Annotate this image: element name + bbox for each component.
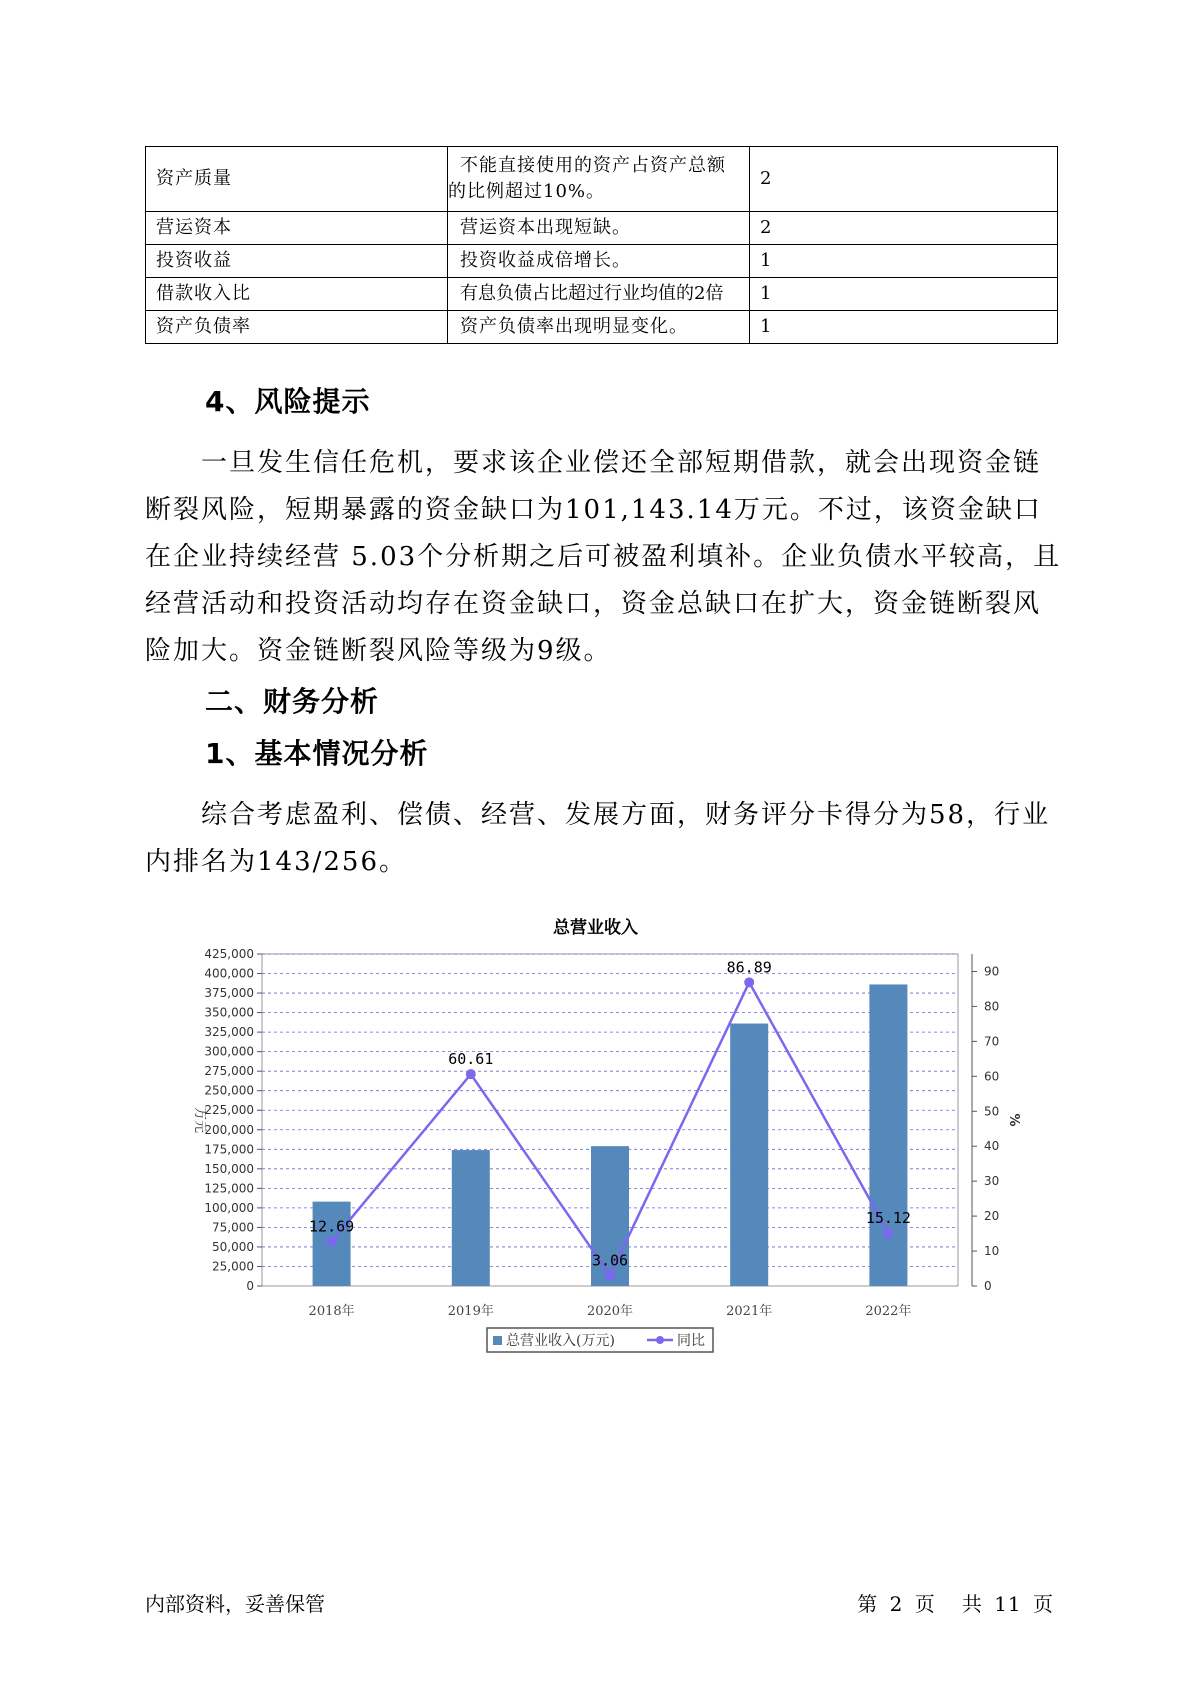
y-tick-label: 50,000 bbox=[212, 1239, 254, 1254]
y2-tick-label: 20 bbox=[984, 1209, 1000, 1224]
yoy-point bbox=[466, 1069, 476, 1079]
data-label: 86.89 bbox=[726, 958, 772, 977]
y-tick-label: 300,000 bbox=[204, 1044, 254, 1059]
y2-tick-label: 40 bbox=[984, 1139, 1000, 1154]
table-cell-item: 借款收入比 bbox=[146, 278, 448, 311]
y-tick-label: 225,000 bbox=[204, 1103, 254, 1118]
legend-line-marker bbox=[656, 1336, 664, 1344]
y-tick-label: 425,000 bbox=[204, 947, 254, 961]
page-unit: 页 bbox=[914, 1592, 936, 1616]
y-tick-label: 25,000 bbox=[212, 1259, 254, 1274]
desc-line: 不能直接使用的资产占资产总额 bbox=[460, 155, 726, 176]
data-label: 60.61 bbox=[448, 1050, 494, 1069]
table-row bbox=[146, 245, 1058, 278]
y2-tick-label: 80 bbox=[984, 999, 1000, 1014]
bar bbox=[452, 1150, 490, 1286]
total-prefix: 共 bbox=[961, 1592, 983, 1616]
x-tick-label: 2021年 bbox=[726, 1304, 773, 1319]
table-cell-desc bbox=[448, 311, 750, 344]
bar bbox=[869, 984, 907, 1286]
yoy-point bbox=[744, 977, 754, 987]
desc-line: 的比例超过10%。 bbox=[448, 181, 606, 202]
table-row bbox=[146, 278, 1058, 311]
finance-heading: 二、财务分析 bbox=[205, 685, 380, 718]
table-cell-desc bbox=[448, 212, 750, 245]
legend-bar-label: 总营业收入(万元) bbox=[506, 1333, 615, 1349]
table-cell-score: 1 bbox=[750, 311, 1058, 344]
table-cell-item: 资产负债率 bbox=[146, 311, 448, 344]
table-cell-desc bbox=[448, 245, 750, 278]
y-tick-label: 400,000 bbox=[204, 966, 254, 981]
y-tick-label: 200,000 bbox=[204, 1122, 254, 1137]
y2-tick-label: 10 bbox=[984, 1244, 1000, 1259]
bar bbox=[730, 1024, 768, 1286]
y2-tick-label: 60 bbox=[984, 1069, 1000, 1084]
legend-bar-swatch bbox=[493, 1336, 502, 1345]
desc-line: 营运资本出现短缺。 bbox=[460, 217, 631, 238]
risk-paragraph: 一旦发生信任危机，要求该企业偿还全部短期借款，就会出现资金链断裂风险，短期暴露的资金缺口为101,143.14万元。不过，该资金缺口在企业持续经营 5.03个分析期之后可被盈利填补。企业负债水平较高，且经营活动和投资活动均存在资金缺口，资金总缺口在扩大，资金链断裂风险加大。资金链断裂风险等级为9级。 bbox=[145, 448, 1062, 666]
yoy-point bbox=[883, 1228, 893, 1238]
y-tick-label: 175,000 bbox=[204, 1142, 254, 1157]
y-tick-label: 0 bbox=[246, 1279, 254, 1293]
y-tick-label: 100,000 bbox=[204, 1200, 254, 1215]
table-cell-score: 2 bbox=[750, 212, 1058, 245]
x-tick-label: 2020年 bbox=[586, 1304, 634, 1319]
basic-analysis-heading: 1、基本情况分析 bbox=[205, 737, 429, 770]
total-unit: 页 bbox=[1033, 1592, 1054, 1616]
y2-tick-label: 50 bbox=[984, 1104, 1000, 1119]
table-cell-desc bbox=[448, 147, 750, 212]
y-tick-label: 125,000 bbox=[204, 1181, 254, 1196]
finance-paragraph: 综合考虑盈利、偿债、经营、发展方面，财务评分卡得分为58，行业内排名为143/256。 bbox=[145, 800, 1051, 877]
x-tick-label: 2018年 bbox=[308, 1304, 355, 1319]
table-cell-desc bbox=[448, 278, 750, 311]
y2-tick-label: 30 bbox=[984, 1174, 1000, 1189]
table-row bbox=[146, 311, 1058, 344]
table-cell-item: 资产质量 bbox=[146, 147, 448, 212]
y-tick-label: 350,000 bbox=[204, 1005, 254, 1020]
footer-note: 内部资料，妥善保管 bbox=[145, 1592, 325, 1616]
y2-tick-label: 0 bbox=[984, 1279, 992, 1293]
desc-line: 投资收益成倍增长。 bbox=[460, 250, 631, 271]
desc-line: 资产负债率出现明显变化。 bbox=[460, 316, 688, 337]
desc-line: 有息负债占比超过行业均值的2倍 bbox=[460, 283, 724, 304]
y-tick-label: 75,000 bbox=[212, 1220, 254, 1235]
yoy-point bbox=[327, 1237, 337, 1247]
y2-tick-label: 90 bbox=[984, 964, 1000, 979]
table-cell-item: 投资收益 bbox=[146, 245, 448, 278]
table-row bbox=[146, 147, 1058, 212]
risk-heading: 4、风险提示 bbox=[205, 385, 371, 418]
x-tick-label: 2022年 bbox=[865, 1304, 912, 1319]
page-prefix: 第 bbox=[857, 1592, 879, 1616]
y-tick-label: 150,000 bbox=[204, 1161, 254, 1176]
y-tick-label: 375,000 bbox=[204, 986, 254, 1001]
table-cell-score: 2 bbox=[750, 147, 1058, 212]
y-tick-label: 250,000 bbox=[204, 1083, 254, 1098]
y2-axis-label: % bbox=[1006, 1113, 1021, 1127]
table-cell-score: 1 bbox=[750, 278, 1058, 311]
y2-tick-label: 70 bbox=[984, 1034, 1000, 1049]
data-label: 15.12 bbox=[865, 1209, 911, 1228]
y-axis-label: 万元 bbox=[192, 1106, 207, 1134]
x-tick-label: 2019年 bbox=[447, 1304, 494, 1319]
y-tick-label: 275,000 bbox=[204, 1064, 254, 1079]
risk-indicator-table bbox=[145, 146, 1058, 344]
table-cell-score: 1 bbox=[750, 245, 1058, 278]
revenue-chart bbox=[0, 940, 1191, 1360]
data-label: 3.06 bbox=[591, 1251, 629, 1270]
page-indicator bbox=[855, 1588, 1056, 1617]
total-pages: 11 bbox=[994, 1592, 1022, 1616]
table-cell-item: 营运资本 bbox=[146, 212, 448, 245]
data-label: 12.69 bbox=[309, 1217, 355, 1236]
legend-line-label: 同比 bbox=[677, 1333, 705, 1349]
table-row bbox=[146, 212, 1058, 245]
page-number: 2 bbox=[889, 1592, 904, 1616]
y-tick-label: 325,000 bbox=[204, 1025, 254, 1040]
yoy-point bbox=[605, 1270, 615, 1280]
chart-title: 总营业收入 bbox=[553, 918, 638, 938]
